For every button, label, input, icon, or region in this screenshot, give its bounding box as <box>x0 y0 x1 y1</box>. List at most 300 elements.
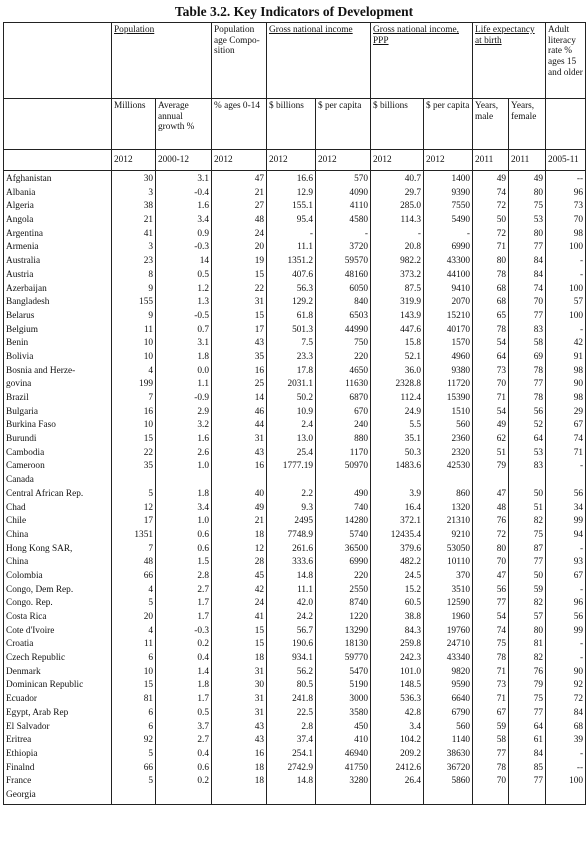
value-cell: 2.9 <box>156 407 212 421</box>
table-row <box>4 763 586 777</box>
value-cell: 72 <box>546 694 586 708</box>
value-cell: 31 <box>212 434 267 448</box>
value-cell: 21 <box>112 215 156 229</box>
value-cell: 40170 <box>424 325 473 339</box>
value-cell: 87 <box>509 544 546 558</box>
table-row <box>4 256 586 270</box>
value-cell: 11 <box>112 325 156 339</box>
country-cell: Georgia <box>4 790 112 804</box>
sub-gni-billions: $ billions <box>267 99 316 150</box>
year-cell: 2011 <box>473 150 509 171</box>
country-cell: Dominican Republic <box>4 680 112 694</box>
table-row <box>4 708 586 722</box>
value-cell: -0.5 <box>156 311 212 325</box>
value-cell: 148.5 <box>371 680 424 694</box>
value-cell: - <box>546 653 586 667</box>
value-cell: 35 <box>112 461 156 475</box>
country-cell: Colombia <box>4 571 112 585</box>
value-cell: 209.2 <box>371 749 424 763</box>
value-cell: 73 <box>473 366 509 380</box>
value-cell: 13290 <box>316 626 371 640</box>
year-cell: 2011 <box>509 150 546 171</box>
value-cell: 20 <box>112 612 156 626</box>
value-cell: 73 <box>473 680 509 694</box>
value-cell: 4960 <box>424 352 473 366</box>
value-cell: 87.5 <box>371 284 424 298</box>
value-cell: 34 <box>546 503 586 517</box>
value-cell: 15 <box>212 626 267 640</box>
value-cell: 30 <box>212 680 267 694</box>
value-cell: 2.8 <box>267 722 316 736</box>
value-cell: 4 <box>112 366 156 380</box>
value-cell: 501.3 <box>267 325 316 339</box>
value-cell: 22 <box>212 284 267 298</box>
table-row <box>4 229 586 243</box>
value-cell: 15 <box>112 434 156 448</box>
value-cell: 53 <box>509 215 546 229</box>
value-cell: 10 <box>112 352 156 366</box>
value-cell: 12435.4 <box>371 530 424 544</box>
value-cell: -0.3 <box>156 626 212 640</box>
value-cell: 2495 <box>267 516 316 530</box>
table-row <box>4 242 586 256</box>
value-cell: 3 <box>112 242 156 256</box>
value-cell: 49 <box>473 420 509 434</box>
table-row <box>4 790 586 804</box>
value-cell: 1.8 <box>156 489 212 503</box>
value-cell: 379.6 <box>371 544 424 558</box>
value-cell: 43 <box>212 338 267 352</box>
value-cell: 38 <box>112 201 156 215</box>
value-cell <box>473 475 509 489</box>
value-cell: 450 <box>316 722 371 736</box>
value-cell: 85 <box>509 763 546 777</box>
value-cell: 9820 <box>424 667 473 681</box>
value-cell: 190.6 <box>267 639 316 653</box>
value-cell: 4090 <box>316 188 371 202</box>
value-cell: 3.1 <box>156 171 212 188</box>
value-cell: 24 <box>212 229 267 243</box>
value-cell: 5 <box>112 598 156 612</box>
value-cell: 67 <box>473 708 509 722</box>
value-cell: 16 <box>212 461 267 475</box>
table-row <box>4 571 586 585</box>
value-cell: 31 <box>212 667 267 681</box>
value-cell: 73 <box>546 201 586 215</box>
value-cell: 2.7 <box>156 585 212 599</box>
value-cell: 64 <box>509 434 546 448</box>
corner-cell <box>4 23 112 99</box>
value-cell: 71 <box>473 667 509 681</box>
value-cell: 370 <box>424 571 473 585</box>
value-cell: 3280 <box>316 776 371 790</box>
value-cell: 56.2 <box>267 667 316 681</box>
value-cell <box>371 790 424 804</box>
value-cell: 80 <box>509 229 546 243</box>
table-row <box>4 461 586 475</box>
table-row <box>4 448 586 462</box>
value-cell <box>156 790 212 804</box>
value-cell: 1570 <box>424 338 473 352</box>
value-cell: 10 <box>112 420 156 434</box>
value-cell: 1510 <box>424 407 473 421</box>
sub-female: Years, female <box>509 99 546 150</box>
table-row <box>4 585 586 599</box>
value-cell: 26.4 <box>371 776 424 790</box>
value-cell: 3 <box>112 188 156 202</box>
year-cell: 2012 <box>267 150 316 171</box>
value-cell: 3.1 <box>156 338 212 352</box>
country-cell: Belarus <box>4 311 112 325</box>
value-cell: 78 <box>473 763 509 777</box>
value-cell: 4580 <box>316 215 371 229</box>
value-cell: 77 <box>509 776 546 790</box>
value-cell: 1351.2 <box>267 256 316 270</box>
value-cell: 14.8 <box>267 776 316 790</box>
country-cell: Czech Republic <box>4 653 112 667</box>
value-cell: 6503 <box>316 311 371 325</box>
value-cell: 670 <box>316 407 371 421</box>
value-cell: 64 <box>509 722 546 736</box>
value-cell: 43 <box>212 448 267 462</box>
value-cell: 2550 <box>316 585 371 599</box>
value-cell: 10 <box>112 338 156 352</box>
value-cell: 5.5 <box>371 420 424 434</box>
value-cell: 0.7 <box>156 325 212 339</box>
value-cell: 15 <box>212 311 267 325</box>
value-cell: 860 <box>424 489 473 503</box>
country-cell: France <box>4 776 112 790</box>
value-cell: 6790 <box>424 708 473 722</box>
table-row <box>4 776 586 790</box>
value-cell: 40.7 <box>371 171 424 188</box>
country-cell: El Salvador <box>4 722 112 736</box>
value-cell: 46 <box>212 407 267 421</box>
value-cell: 15 <box>212 270 267 284</box>
value-cell: 254.1 <box>267 749 316 763</box>
table-row <box>4 516 586 530</box>
value-cell: 114.3 <box>371 215 424 229</box>
value-cell: 16 <box>212 749 267 763</box>
value-cell: 18 <box>212 776 267 790</box>
value-cell: 56.7 <box>267 626 316 640</box>
table-row <box>4 653 586 667</box>
value-cell: 9390 <box>424 188 473 202</box>
value-cell: 42.8 <box>371 708 424 722</box>
value-cell: 0.6 <box>156 763 212 777</box>
value-cell: 82 <box>509 598 546 612</box>
value-cell: 5860 <box>424 776 473 790</box>
value-cell: 4110 <box>316 201 371 215</box>
country-cell: Angola <box>4 215 112 229</box>
country-cell: Bulgaria <box>4 407 112 421</box>
value-cell: 35.1 <box>371 434 424 448</box>
value-cell: 6050 <box>316 284 371 298</box>
value-cell: 30 <box>112 171 156 188</box>
value-cell: 56 <box>546 612 586 626</box>
value-cell: 58 <box>509 338 546 352</box>
value-cell: 61.8 <box>267 311 316 325</box>
value-cell: 14 <box>212 393 267 407</box>
value-cell: 12.9 <box>267 188 316 202</box>
value-cell <box>212 475 267 489</box>
value-cell <box>473 790 509 804</box>
value-cell: 2412.6 <box>371 763 424 777</box>
value-cell: 1351 <box>112 530 156 544</box>
value-cell: 75 <box>509 201 546 215</box>
country-cell: Burundi <box>4 434 112 448</box>
value-cell: 74 <box>546 434 586 448</box>
value-cell: 45 <box>212 571 267 585</box>
value-cell: 64 <box>473 352 509 366</box>
value-cell: 92 <box>546 680 586 694</box>
value-cell: 5 <box>112 776 156 790</box>
value-cell: 76 <box>509 667 546 681</box>
value-cell: -- <box>546 763 586 777</box>
corner-cell <box>4 150 112 171</box>
value-cell: 72 <box>473 201 509 215</box>
group-gni: Gross national income <box>267 23 371 99</box>
value-cell: 7550 <box>424 201 473 215</box>
value-cell: 17 <box>112 516 156 530</box>
value-cell: 70 <box>473 379 509 393</box>
value-cell: 72 <box>473 229 509 243</box>
value-cell: 75 <box>509 530 546 544</box>
value-cell: 16 <box>212 366 267 380</box>
value-cell: 1.4 <box>156 667 212 681</box>
value-cell: 43340 <box>424 653 473 667</box>
value-cell: 50 <box>473 215 509 229</box>
value-cell: 81 <box>509 639 546 653</box>
value-cell: 80.5 <box>267 680 316 694</box>
country-cell: Bosnia and Herze- <box>4 366 112 380</box>
value-cell: 91 <box>546 352 586 366</box>
value-cell: 18130 <box>316 639 371 653</box>
value-cell: 36500 <box>316 544 371 558</box>
value-cell: 46940 <box>316 749 371 763</box>
value-cell: 5740 <box>316 530 371 544</box>
table-row <box>4 557 586 571</box>
table-row <box>4 270 586 284</box>
value-cell: 3.4 <box>156 503 212 517</box>
value-cell: 0.4 <box>156 749 212 763</box>
value-cell: 2070 <box>424 297 473 311</box>
value-cell: 1140 <box>424 735 473 749</box>
country-cell: Congo, Dem Rep. <box>4 585 112 599</box>
value-cell: 100 <box>546 311 586 325</box>
value-cell: 112.4 <box>371 393 424 407</box>
value-cell: 71 <box>546 448 586 462</box>
value-cell: 101.0 <box>371 667 424 681</box>
value-cell: 67 <box>546 571 586 585</box>
year-cell: 2012 <box>112 150 156 171</box>
value-cell: 9 <box>112 284 156 298</box>
value-cell: 9590 <box>424 680 473 694</box>
value-cell: 20 <box>212 242 267 256</box>
value-cell: 70 <box>546 215 586 229</box>
value-cell: 48 <box>212 215 267 229</box>
value-cell: 77 <box>509 379 546 393</box>
value-cell: 38630 <box>424 749 473 763</box>
value-cell: 407.6 <box>267 270 316 284</box>
country-cell: Australia <box>4 256 112 270</box>
value-cell: 129.2 <box>267 297 316 311</box>
value-cell: 740 <box>316 503 371 517</box>
value-cell: 0.0 <box>156 366 212 380</box>
value-cell: 44990 <box>316 325 371 339</box>
value-cell: 10 <box>112 667 156 681</box>
value-cell: 5470 <box>316 667 371 681</box>
value-cell: 84 <box>546 708 586 722</box>
value-cell: 43 <box>212 722 267 736</box>
country-cell: Bangladesh <box>4 297 112 311</box>
value-cell: 16 <box>112 407 156 421</box>
country-cell: Finalnd <box>4 763 112 777</box>
value-cell: 10.9 <box>267 407 316 421</box>
value-cell: 78 <box>473 325 509 339</box>
value-cell: 71 <box>473 694 509 708</box>
value-cell <box>546 475 586 489</box>
value-cell: 1.3 <box>156 297 212 311</box>
value-cell: 19 <box>212 256 267 270</box>
value-cell: 56 <box>473 585 509 599</box>
value-cell: 70 <box>473 776 509 790</box>
value-cell: 44100 <box>424 270 473 284</box>
value-cell: 6990 <box>424 242 473 256</box>
value-cell: 24.9 <box>371 407 424 421</box>
value-cell: 84 <box>509 749 546 763</box>
value-cell: 1.0 <box>156 461 212 475</box>
value-cell: 2.7 <box>156 735 212 749</box>
value-cell: 15 <box>212 639 267 653</box>
country-cell: Ecuador <box>4 694 112 708</box>
value-cell: 95.4 <box>267 215 316 229</box>
value-cell: 83 <box>509 325 546 339</box>
value-cell: 90 <box>546 379 586 393</box>
value-cell: 43300 <box>424 256 473 270</box>
value-cell: 16.4 <box>371 503 424 517</box>
value-cell: 8 <box>112 270 156 284</box>
value-cell: 1.1 <box>156 379 212 393</box>
value-cell: 24.5 <box>371 571 424 585</box>
value-cell: 6640 <box>424 694 473 708</box>
value-cell: 3.9 <box>371 489 424 503</box>
country-cell: Cote d'Ivoire <box>4 626 112 640</box>
table-row <box>4 680 586 694</box>
value-cell: 1.7 <box>156 694 212 708</box>
value-cell: 71 <box>473 242 509 256</box>
value-cell: 0.4 <box>156 653 212 667</box>
value-cell: 70 <box>473 557 509 571</box>
value-cell: 23 <box>112 256 156 270</box>
value-cell: -0.4 <box>156 188 212 202</box>
year-cell: 2000-12 <box>156 150 212 171</box>
value-cell: 42 <box>546 338 586 352</box>
sub-ppp-billions: $ billions <box>371 99 424 150</box>
country-cell: Afghanistan <box>4 171 112 188</box>
table-row <box>4 297 586 311</box>
value-cell: 9210 <box>424 530 473 544</box>
country-cell: Algeria <box>4 201 112 215</box>
value-cell: -0.9 <box>156 393 212 407</box>
value-cell: 74 <box>509 284 546 298</box>
value-cell <box>267 790 316 804</box>
table-row <box>4 188 586 202</box>
country-cell: Chad <box>4 503 112 517</box>
value-cell: 47 <box>473 489 509 503</box>
value-cell: 19760 <box>424 626 473 640</box>
value-cell: 3.4 <box>156 215 212 229</box>
value-cell: 4 <box>112 626 156 640</box>
value-cell: 750 <box>316 338 371 352</box>
country-cell: Brazil <box>4 393 112 407</box>
value-cell: 1.6 <box>156 434 212 448</box>
value-cell: 11 <box>112 639 156 653</box>
value-cell <box>371 475 424 489</box>
value-cell: 68 <box>473 297 509 311</box>
table-row <box>4 379 586 393</box>
group-ppp: Gross national income, PPP <box>371 23 473 99</box>
value-cell: 96 <box>546 598 586 612</box>
table-row <box>4 749 586 763</box>
value-cell: 982.2 <box>371 256 424 270</box>
country-cell: Albania <box>4 188 112 202</box>
table-row <box>4 420 586 434</box>
table-row <box>4 735 586 749</box>
table-row <box>4 475 586 489</box>
value-cell: 51 <box>509 503 546 517</box>
table-row <box>4 722 586 736</box>
value-cell: 9 <box>112 311 156 325</box>
country-cell: Belgium <box>4 325 112 339</box>
value-cell: - <box>546 256 586 270</box>
value-cell <box>424 790 473 804</box>
value-cell: 1483.6 <box>371 461 424 475</box>
value-cell: 9410 <box>424 284 473 298</box>
value-cell <box>156 475 212 489</box>
value-cell: 84.3 <box>371 626 424 640</box>
value-cell: 53 <box>509 448 546 462</box>
value-cell: 92 <box>112 735 156 749</box>
value-cell: - <box>546 461 586 475</box>
value-cell: - <box>546 585 586 599</box>
value-cell: 50 <box>509 571 546 585</box>
value-cell: 24.2 <box>267 612 316 626</box>
year-cell: 2005-11 <box>546 150 586 171</box>
value-cell: 5 <box>112 489 156 503</box>
value-cell: 81 <box>112 694 156 708</box>
country-cell: China <box>4 530 112 544</box>
value-cell: 79 <box>509 680 546 694</box>
table-row <box>4 503 586 517</box>
value-cell: 11630 <box>316 379 371 393</box>
table-row <box>4 338 586 352</box>
value-cell: 13.0 <box>267 434 316 448</box>
value-cell: - <box>371 229 424 243</box>
value-cell: 99 <box>546 626 586 640</box>
value-cell: 3.2 <box>156 420 212 434</box>
value-cell: 6870 <box>316 393 371 407</box>
value-cell <box>316 475 371 489</box>
value-cell: 0.9 <box>156 229 212 243</box>
value-cell: 67 <box>546 420 586 434</box>
value-cell: 15.2 <box>371 585 424 599</box>
value-cell: 54 <box>473 612 509 626</box>
table-row <box>4 530 586 544</box>
value-cell: 68 <box>473 284 509 298</box>
value-cell: 2.4 <box>267 420 316 434</box>
value-cell: 220 <box>316 352 371 366</box>
